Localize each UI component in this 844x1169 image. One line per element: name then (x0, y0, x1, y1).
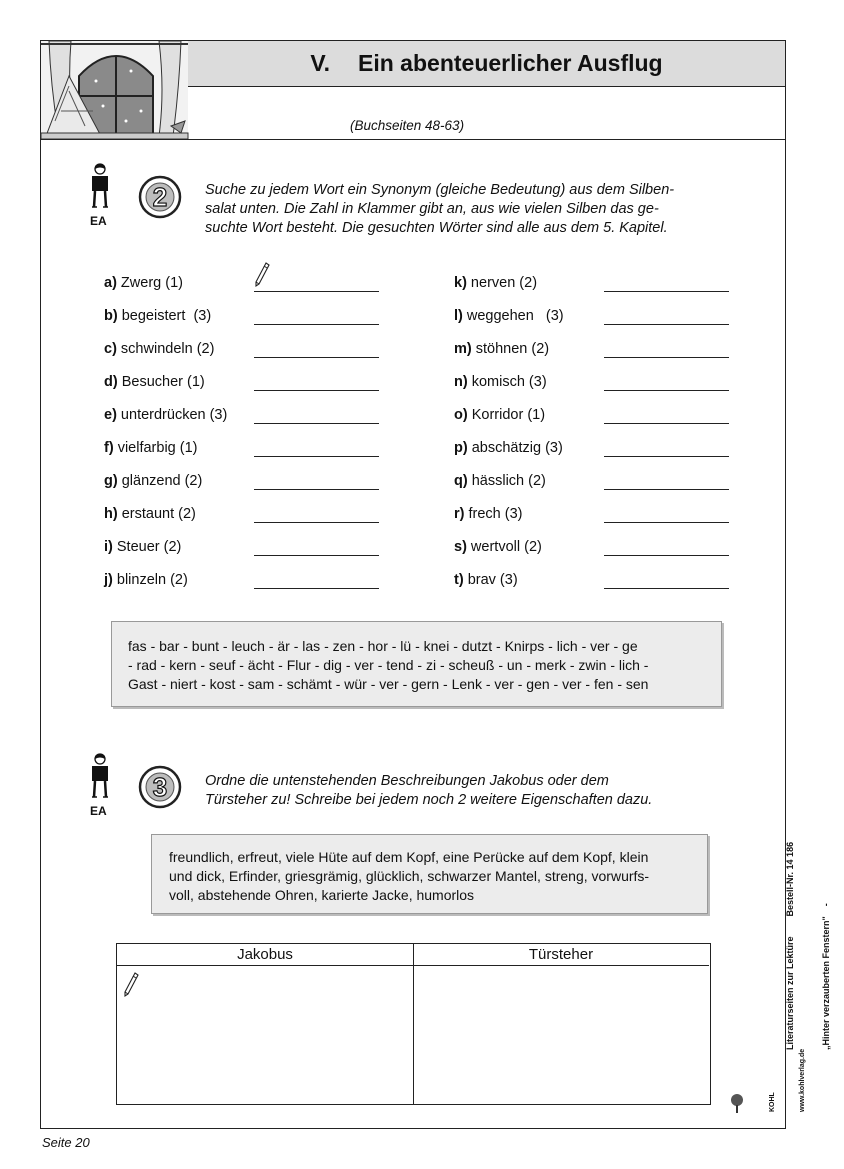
answer-line[interactable] (604, 357, 729, 358)
ea-badge: EA (90, 214, 107, 228)
header-divider (41, 139, 786, 140)
answer-line[interactable] (254, 456, 379, 457)
answer-line[interactable] (254, 423, 379, 424)
answer-line[interactable] (604, 456, 729, 457)
person-icon (87, 163, 113, 209)
item-letter: i) (104, 539, 113, 555)
assignment-table (116, 943, 711, 1105)
exercise-item (454, 407, 545, 423)
item-letter: l) (454, 308, 463, 324)
instruction-line: suchte Wort besteht. Die gesuchten Wörter sind alle aus dem 5. Kapitel. (205, 220, 668, 236)
publisher-name: KOHL (769, 1092, 776, 1112)
answer-cell-tuersteher[interactable] (414, 966, 710, 1102)
exercise-item (104, 440, 197, 456)
syllable-line: - rad - kern - seuf - ächt - Flur - dig - ver - tend - zi - scheuß - un - merk - zwin - lich - (128, 657, 649, 673)
item-word: weggehen (3) (462, 308, 564, 324)
answer-line[interactable] (254, 357, 379, 358)
description-line: und dick, Erfinder, griesgrämig, glücklich, schwarzer Mantel, streng, vorwurfs- (169, 868, 650, 884)
chapter-title: Ein abenteuerlicher Ausflug (358, 50, 663, 76)
answer-line[interactable] (604, 588, 729, 589)
answer-line[interactable] (604, 555, 729, 556)
task-number-badge (138, 175, 182, 219)
item-letter: s) (454, 539, 467, 555)
imprint-line-2: „Hinter verzauberten Fenstern" - (821, 903, 831, 1050)
task2-instruction (205, 181, 674, 238)
answer-line[interactable] (604, 390, 729, 391)
page-subtitle: (Buchseiten 48-63) (350, 118, 465, 133)
answer-line[interactable] (254, 324, 379, 325)
item-letter: c) (104, 341, 117, 357)
item-word: frech (3) (464, 506, 523, 522)
item-word: abschätzig (3) (467, 440, 563, 456)
exercise-item (454, 473, 546, 489)
item-letter: m) (454, 341, 472, 357)
answer-line[interactable] (254, 390, 379, 391)
item-letter: o) (454, 407, 468, 423)
pencil-icon (123, 972, 139, 998)
item-letter: e) (104, 407, 117, 423)
publisher-tree-logo (729, 1092, 745, 1114)
task-number: 3 (152, 772, 168, 802)
exercise-item (454, 572, 518, 588)
exercise-item (104, 308, 211, 324)
item-word: blinzeln (2) (112, 572, 188, 588)
answer-line[interactable] (604, 522, 729, 523)
instruction-line: salat unten. Die Zahl in Klammer gibt an, aus wie vielen Silben das ge- (205, 201, 659, 217)
item-word: brav (3) (463, 572, 518, 588)
answer-line[interactable] (254, 588, 379, 589)
item-letter: a) (104, 275, 117, 291)
exercise-item (104, 374, 205, 390)
item-word: unterdrücken (3) (116, 407, 228, 423)
description-line: voll, abstehende Ohren, karierte Jacke, humorlos (169, 887, 475, 903)
answer-line[interactable] (254, 555, 379, 556)
item-word: glänzend (2) (117, 473, 203, 489)
item-letter: b) (104, 308, 118, 324)
task-number-badge (138, 765, 182, 809)
item-word: komisch (3) (467, 374, 547, 390)
exercise-item (104, 572, 188, 588)
exercise-item (104, 407, 227, 423)
ea-badge: EA (90, 804, 107, 818)
exercise-item (104, 539, 181, 555)
column-header-tuersteher: Türsteher (413, 944, 709, 966)
imprint-line-1: Literaturseiten zur Lektüre Bestell-Nr. 14 186 (785, 841, 795, 1050)
exercise-item (454, 506, 523, 522)
item-word: nerven (2) (466, 275, 538, 291)
item-letter: r) (454, 506, 465, 522)
instruction-line: Suche zu jedem Wort ein Synonym (gleiche Bedeutung) aus dem Silben- (205, 182, 675, 198)
item-letter: n) (454, 374, 468, 390)
exercise-item (454, 440, 563, 456)
item-word: erstaunt (2) (117, 506, 196, 522)
item-letter: k) (454, 275, 467, 291)
side-imprint (760, 842, 844, 1050)
answer-line[interactable] (604, 423, 729, 424)
item-letter: t) (454, 572, 464, 588)
item-letter: f) (104, 440, 114, 456)
item-letter: j) (104, 572, 113, 588)
exercise-item (454, 374, 547, 390)
answer-line[interactable] (604, 489, 729, 490)
instruction-line: Türsteher zu! Schreibe bei jedem noch 2 weitere Eigenschaften dazu. (205, 792, 653, 808)
item-letter: h) (104, 506, 118, 522)
publisher-web: www.kohlverlag.de (799, 1048, 806, 1112)
answer-cell-jakobus[interactable] (117, 966, 413, 1102)
exercise-item (454, 308, 564, 324)
item-word: stöhnen (2) (471, 341, 550, 357)
answer-line[interactable] (604, 324, 729, 325)
person-icon (87, 753, 113, 799)
page-number: Seite 20 (42, 1135, 90, 1150)
window-christmas-illustration (41, 41, 188, 139)
item-letter: g) (104, 473, 118, 489)
chapter-number: V. (310, 50, 331, 76)
item-letter: p) (454, 440, 468, 456)
syllable-line: fas - bar - bunt - leuch - är - las - zen - hor - lü - knei - dutzt - Knirps - lich - ver - ge (128, 638, 638, 654)
item-letter: d) (104, 374, 118, 390)
item-word: schwindeln (2) (116, 341, 215, 357)
exercise-item (454, 539, 542, 555)
instruction-line: Ordne die untenstehenden Beschreibungen Jakobus oder dem (205, 773, 609, 789)
column-header-jakobus: Jakobus (117, 944, 413, 966)
item-letter: q) (454, 473, 468, 489)
page-title (188, 41, 785, 86)
task-number: 2 (152, 182, 168, 212)
item-word: wertvoll (2) (466, 539, 542, 555)
answer-line[interactable] (254, 291, 379, 292)
exercise-item (104, 506, 196, 522)
description-line: freundlich, erfreut, viele Hüte auf dem Kopf, eine Perücke auf dem Kopf, klein (169, 849, 649, 865)
item-word: Zwerg (1) (116, 275, 183, 291)
item-word: vielfarbig (1) (113, 440, 198, 456)
pencil-icon (254, 262, 270, 288)
item-word: hässlich (2) (467, 473, 546, 489)
item-word: Steuer (2) (112, 539, 182, 555)
exercise-item (104, 341, 214, 357)
task3-instruction (205, 772, 652, 810)
exercise-item (104, 473, 202, 489)
syllable-line: Gast - niert - kost - sam - schämt - wür - ver - gern - Lenk - ver - gen - ver - fen - sen (128, 676, 649, 692)
item-word: begeistert (3) (117, 308, 212, 324)
item-word: Korridor (1) (467, 407, 546, 423)
exercise-item (104, 275, 183, 291)
answer-line[interactable] (254, 489, 379, 490)
exercise-item (454, 275, 537, 291)
answer-line[interactable] (604, 291, 729, 292)
publisher-imprint (748, 1049, 818, 1112)
item-word: Besucher (1) (117, 374, 205, 390)
exercise-item (454, 341, 549, 357)
answer-line[interactable] (254, 522, 379, 523)
